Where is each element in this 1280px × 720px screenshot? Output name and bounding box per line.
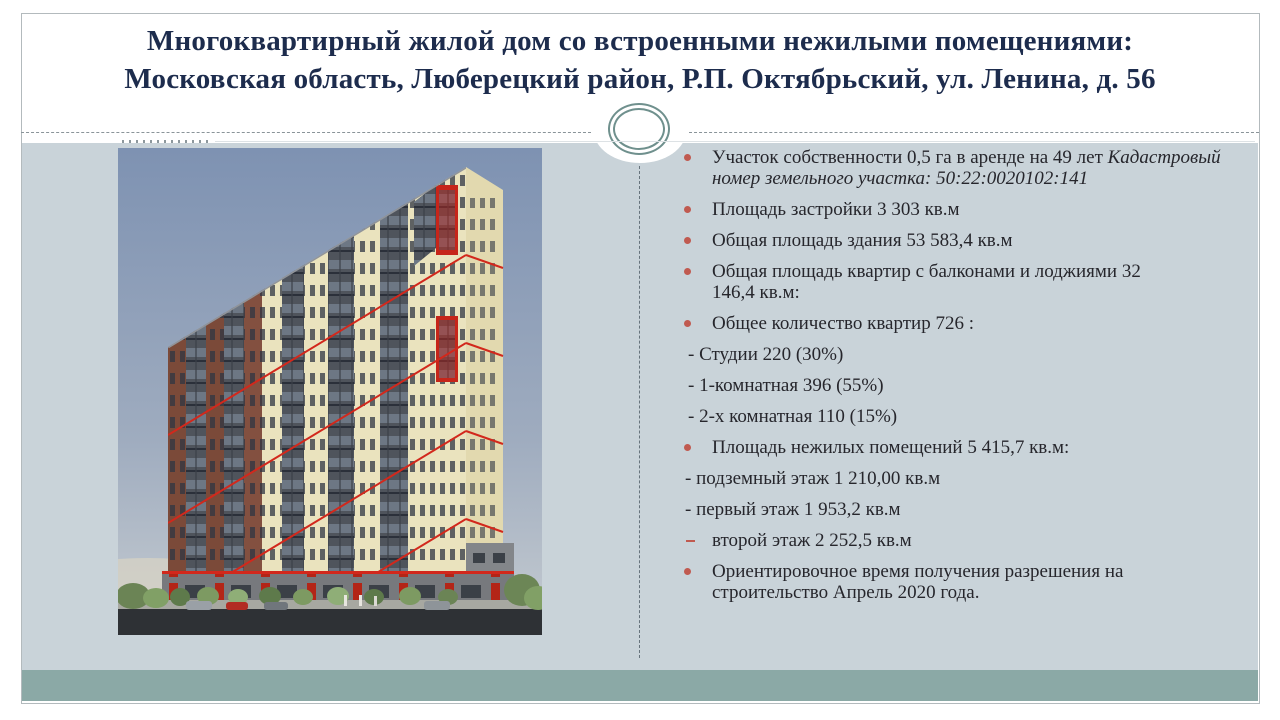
list-item xyxy=(683,344,1240,365)
list-item xyxy=(683,313,1240,334)
list-item xyxy=(683,147,1240,189)
item-text: строительство Апрель 2020 года. xyxy=(712,582,980,603)
list-item xyxy=(683,261,1240,303)
item-text-italic: номер земельного участка: 50:22:0020102:141 xyxy=(712,168,1089,189)
bullet-icon xyxy=(684,444,691,451)
oval-ornament xyxy=(608,103,670,155)
item-text: второй этаж 2 252,5 кв.м xyxy=(712,530,912,551)
bullet-icon xyxy=(684,237,691,244)
bullet-icon xyxy=(684,154,691,161)
item-text: Площадь нежилых помещений 5 415,7 кв.м: xyxy=(712,437,1070,458)
list-item xyxy=(683,199,1240,220)
slide-title xyxy=(30,22,1250,98)
list-item xyxy=(683,437,1240,458)
item-text-italic: Кадастровый xyxy=(1107,147,1221,168)
item-text: Ориентировочное время получения разрешения на xyxy=(712,561,1124,582)
dotted-ornament xyxy=(122,140,208,143)
details-list xyxy=(683,147,1240,613)
vertical-dashed-divider xyxy=(639,166,640,658)
item-text: Общее количество квартир 726 : xyxy=(712,313,974,334)
item-text: - 2-х комнатная 110 (15%) xyxy=(688,406,898,427)
bottom-accent-band xyxy=(22,670,1258,701)
dash-icon xyxy=(686,540,695,542)
building-render-svg xyxy=(118,148,542,635)
item-text: 146,4 кв.м: xyxy=(712,282,800,303)
item-text: - первый этаж 1 953,2 кв.м xyxy=(685,499,901,520)
dashed-divider-right xyxy=(689,132,1259,133)
bullet-icon xyxy=(684,268,691,275)
item-text: Общая площадь здания 53 583,4 кв.м xyxy=(712,230,1013,251)
list-item xyxy=(683,499,1240,520)
slide-title-line2: Московская область, Люберецкий район, Р.П. Октябрьский, ул. Ленина, д. 56 xyxy=(124,63,1156,95)
bullet-icon xyxy=(684,320,691,327)
list-item xyxy=(683,561,1240,603)
bullet-icon xyxy=(684,568,691,575)
item-text: - 1-комнатная 396 (55%) xyxy=(688,375,884,396)
building-render-image xyxy=(118,148,542,635)
item-text: Площадь застройки 3 303 кв.м xyxy=(712,199,960,220)
list-item xyxy=(683,230,1240,251)
dashed-divider-left xyxy=(21,132,591,133)
bullet-icon xyxy=(684,206,691,213)
slide-title-line1: Многоквартирный жилой дом со встроенными нежилыми помещениями: xyxy=(146,25,1134,57)
item-text: Участок собственности 0,5 га в аренде на 49 лет xyxy=(712,147,1108,168)
item-text: Общая площадь квартир с балконами и лоджиями 32 xyxy=(712,261,1141,282)
list-item xyxy=(683,406,1240,427)
item-text: - Студии 220 (30%) xyxy=(688,344,844,365)
oval-ornament-inner-ring xyxy=(613,108,665,150)
list-item xyxy=(683,468,1240,489)
thin-rule xyxy=(215,141,1255,142)
list-item xyxy=(683,375,1240,396)
list-item xyxy=(683,530,1240,551)
item-text: - подземный этаж 1 210,00 кв.м xyxy=(685,468,941,489)
